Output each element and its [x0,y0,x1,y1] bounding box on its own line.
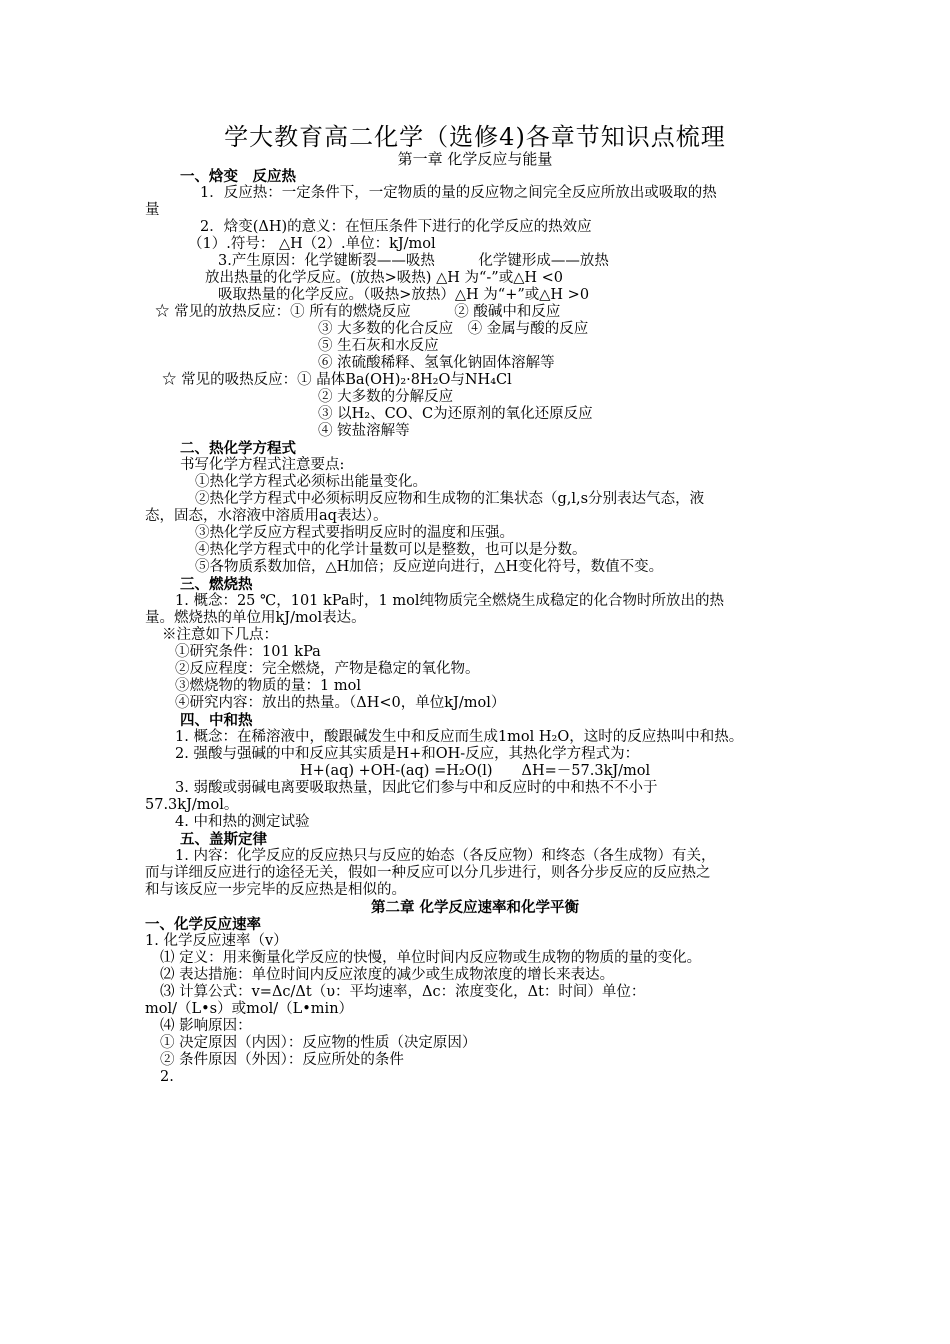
text-line: ④研究内容：放出的热量。（ΔH<0，单位kJ/mol） [175,695,506,711]
text-line: 吸取热量的化学反应。（吸热>放热）△H 为“+”或△H >0 [218,287,590,303]
text-line: ④热化学方程式中的化学计量数可以是整数，也可以是分数。 [195,542,587,558]
text-line: 1. 化学反应速率（v） [145,933,288,949]
text-line: （1）.符号： △H（2）.单位：kJ/mol [188,236,436,252]
text-line: ⑥ 浓硫酸稀释、氢氧化钠固体溶解等 [318,355,555,371]
text-line: 1. 内容：化学反应的反应热只与反应的始态（各反应物）和终态（各生成物）有关， [175,848,716,864]
text-line: ③热化学反应方程式要指明反应时的温度和压强。 [195,525,514,541]
text-line: ③ 大多数的化合反应 ④ 金属与酸的反应 [318,321,589,337]
section-heading: 一、化学反应速率 [145,916,261,933]
text-line: 态，固态，水溶液中溶质用aq表达）。 [145,508,388,524]
text-line: 而与详细反应进行的途径无关，假如一种反应可以分几步进行，则各分步反应的反应热之 [145,865,711,881]
text-line: 量 [145,202,160,218]
text-line: ☆ 常见的吸热反应：① 晶体Ba(OH)₂·8H₂O与NH₄Cl [162,372,512,388]
text-line: ②反应程度：完全燃烧，产物是稳定的氧化物。 [175,661,480,677]
chapter-2-heading: 第二章 化学反应速率和化学平衡 [370,899,580,916]
text-line: 3. 弱酸或弱碱电离要吸取热量，因此它们参与中和反应时的中和热不不小于 [175,780,658,796]
text-line: 2．焓变(ΔH)的意义：在恒压条件下进行的化学反应的热效应 [200,219,592,235]
text-line: ④ 铵盐溶解等 [318,423,410,439]
section-heading: 五、盖斯定律 [180,831,267,848]
text-line: ⑤ 生石灰和水反应 [318,338,439,354]
text-line: 和与该反应一步完毕的反应热是相似的。 [145,882,406,898]
text-line: ☆ 常见的放热反应：① 所有的燃烧反应 ② 酸碱中和反应 [155,304,561,320]
section-heading: 四、中和热 [180,712,253,729]
text-line: ⑤各物质系数加倍，△H加倍；反应逆向进行，△H变化符号，数值不变。 [195,559,664,575]
text-line: 1．反应热：一定条件下，一定物质的量的反应物之间完全反应所放出或吸取的热 [200,185,717,201]
text-line: ⑶ 计算公式：v=Δc/Δt（υ：平均速率，Δc：浓度变化，Δt：时间）单位： [160,984,646,1000]
section-heading: 二、热化学方程式 [180,440,296,457]
text-line: 2. [160,1069,174,1085]
text-line: 3.产生原因：化学键断裂——吸热 化学键形成——放热 [218,253,609,269]
text-line: 2. 强酸与强碱的中和反应其实质是H+和OH-反应，其热化学方程式为： [175,746,640,762]
text-line: 量。燃烧热的单位用kJ/mol表达。 [145,610,366,626]
text-line: 4. 中和热的测定试验 [175,814,310,830]
text-line: 放出热量的化学反应。(放热>吸热) △H 为“-”或△H <0 [205,270,563,286]
text-line: 1. 概念：在稀溶液中，酸跟碱发生中和反应而生成1mol H₂O，这时的反应热叫中和热。 [175,729,744,745]
text-line: ③燃烧物的物质的量：1 mol [175,678,361,694]
equation-line: H+(aq) +OH-(aq) =H₂O(l) ΔH=－57.3kJ/mol [300,763,651,779]
text-line: ①研究条件：101 kPa [175,644,321,660]
text-line: ⑵ 表达措施：单位时间内反应浓度的减少或生成物浓度的增长来表达。 [160,967,615,983]
section-heading: 一、焓变 反应热 [180,168,296,185]
section-heading: 三、燃烧热 [180,576,253,593]
text-line: 57.3kJ/mol。 [145,797,239,813]
text-line: ②热化学方程式中必须标明反应物和生成物的汇集状态（g,l,s分别表达气态，液 [195,491,705,507]
text-line: ⑴ 定义：用来衡量化学反应的快慢，单位时间内反应物或生成物的物质的量的变化。 [160,950,702,966]
text-line: ⑷ 影响原因： [160,1018,252,1034]
text-line: ※注意如下几点： [162,627,278,643]
text-line: ① 决定原因（内因）：反应物的性质（决定原因） [160,1035,477,1051]
text-line: mol/（L•s）或mol/（L•min） [145,1001,354,1017]
text-line: ①热化学方程式必须标出能量变化。 [195,474,427,490]
text-line: 书写化学方程式注意要点: [180,457,345,473]
text-line: ② 大多数的分解反应 [318,389,454,405]
text-line: ③ 以H₂、CO、C为还原剂的氧化还原反应 [318,406,593,422]
document-title: 学大教育高二化学（选修4)各章节知识点梳理 [224,123,726,151]
text-line: ② 条件原因（外因）：反应所处的条件 [160,1052,404,1068]
text-line: 1. 概念：25 ℃，101 kPa时，1 mol纯物质完全燃烧生成稳定的化合物时所放出的热 [175,593,724,609]
chapter-1-heading: 第一章 化学反应与能量 [397,150,553,168]
